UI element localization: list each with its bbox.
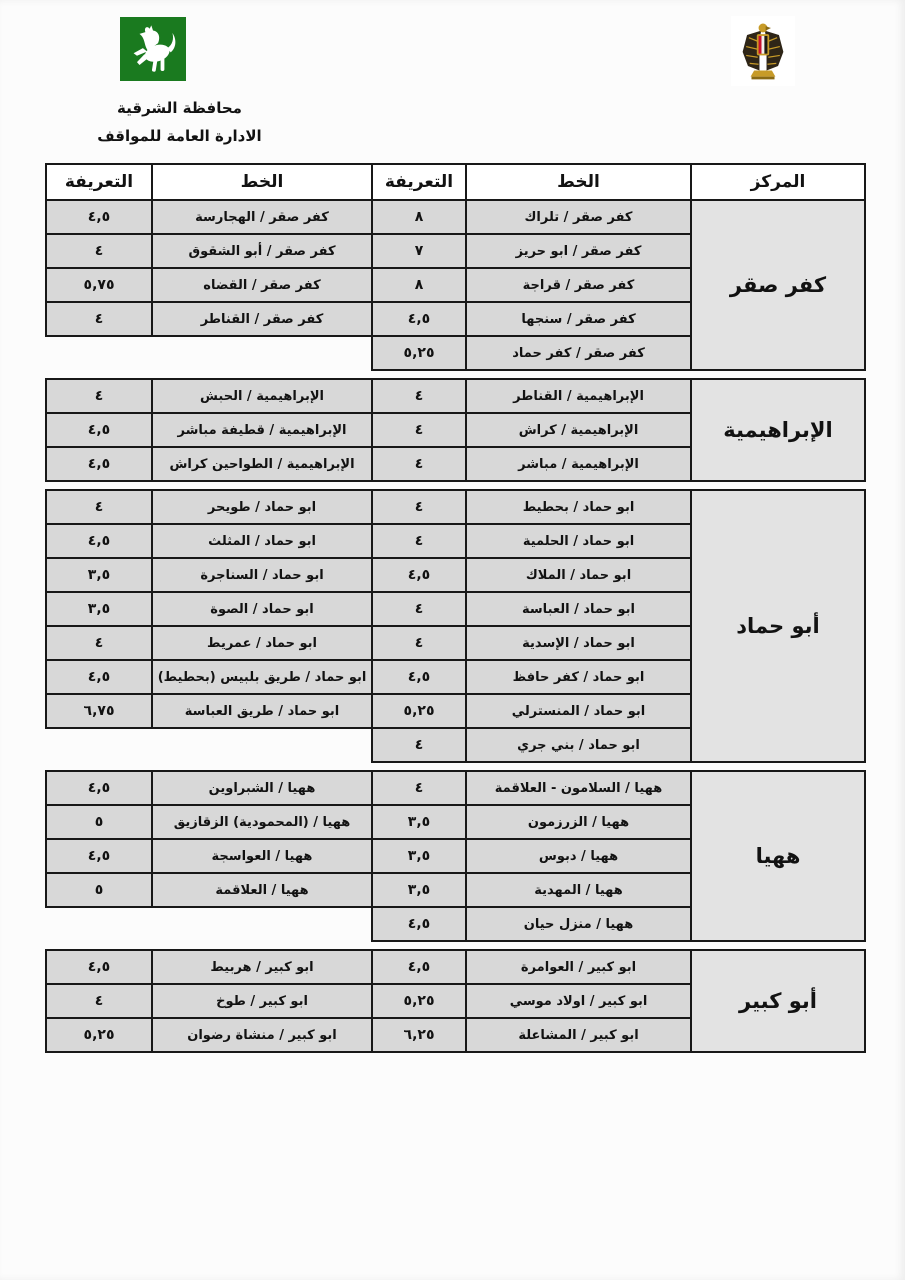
fare-cell-1: ٤,٥ (371, 557, 467, 593)
fare-cell-2: ٤,٥ (45, 949, 153, 985)
route-cell-2: ابو حماد / طويحر (151, 489, 373, 525)
route-cell-2: ابو حماد / طريق بلبيس (بحطيط) (151, 659, 373, 695)
center-section (43, 378, 866, 482)
fare-cell-2: ٥,٢٥ (45, 1017, 153, 1053)
eagle-icon (736, 20, 790, 82)
fare-cell-1: ٧ (371, 233, 467, 269)
route-cell-2: الإبراهيمية / الحبش (151, 378, 373, 414)
fare-row (45, 557, 692, 593)
fare-row (45, 983, 692, 1019)
route-cell-2: ابو كبير / هربيط (151, 949, 373, 985)
fare-cell-1: ٤,٥ (371, 949, 467, 985)
fare-cell-1: ٤ (371, 523, 467, 559)
fare-cell-2: ٤ (45, 625, 153, 661)
route-cell-1: ابو حماد / كفر حافظ (465, 659, 692, 695)
route-cell-1: ابو حماد / بحطيط (465, 489, 692, 525)
fare-row (45, 804, 692, 840)
center-cell: الإبراهيمية (690, 378, 866, 482)
route-cell-2: ههيا / العلاقمة (151, 872, 373, 908)
fare-cell-2: ٤ (45, 983, 153, 1019)
route-cell-2: الإبراهيمية / قطيفة مباشر (151, 412, 373, 448)
fare-cell-1: ٤ (371, 591, 467, 627)
egypt-emblem (731, 16, 795, 86)
section-rows (45, 770, 692, 942)
fare-cell-1: ٤,٥ (371, 906, 467, 942)
route-cell-2: كفر صقر / أبو الشقوق (151, 233, 373, 269)
center-section (43, 489, 866, 763)
route-cell-1: ابو حماد / العباسة (465, 591, 692, 627)
route-cell-2: ابو حماد / السناجرة (151, 557, 373, 593)
route-cell-2: كفر صقر / الهجارسة (151, 199, 373, 235)
section-rows (45, 949, 692, 1053)
fare-cell-1: ٨ (371, 199, 467, 235)
fare-cell-1: ٥,٢٥ (371, 335, 467, 371)
fare-table-body (43, 199, 866, 1053)
route-cell-1: ههيا / المهدية (465, 872, 692, 908)
fare-cell-2: ٥,٧٥ (45, 267, 153, 303)
route-cell-1: ههيا / دبوس (465, 838, 692, 874)
fare-row (45, 378, 692, 414)
fare-cell-1: ٥,٢٥ (371, 983, 467, 1019)
fare-cell-1: ٨ (371, 267, 467, 303)
fare-cell-1: ٣,٥ (371, 872, 467, 908)
route-cell-1: كفر صقر / تلراك (465, 199, 692, 235)
header-center: المركز (690, 163, 866, 201)
fare-cell-2: ٤,٥ (45, 412, 153, 448)
fare-row (45, 872, 692, 908)
fare-row (45, 591, 692, 627)
route-cell-1: ابو كبير / المشاعلة (465, 1017, 692, 1053)
fare-row (45, 770, 692, 806)
route-cell-2: ابو كبير / منشاة رضوان (151, 1017, 373, 1053)
center-cell: ههيا (690, 770, 866, 942)
center-section (43, 770, 866, 942)
fare-cell-1: ٣,٥ (371, 804, 467, 840)
route-cell-1: ابو حماد / المنسترلي (465, 693, 692, 729)
route-cell-2: كفر صقر / القضاه (151, 267, 373, 303)
fare-cell-2 (45, 335, 153, 371)
fare-cell-1: ٤ (371, 770, 467, 806)
fare-table (43, 163, 866, 1053)
route-cell-1: كفر صقر / كفر حماد (465, 335, 692, 371)
fare-row (45, 727, 692, 763)
fare-cell-1: ٤,٥ (371, 659, 467, 695)
fare-cell-1: ٣,٥ (371, 838, 467, 874)
center-section (43, 949, 866, 1053)
fare-cell-2: ٤ (45, 378, 153, 414)
route-cell-1: ابو كبير / العوامرة (465, 949, 692, 985)
route-cell-1: كفر صقر / قراجة (465, 267, 692, 303)
document-header-text (72, 94, 287, 150)
white-horse-icon (125, 22, 181, 76)
fare-cell-2: ٤,٥ (45, 199, 153, 235)
section-rows (45, 199, 692, 371)
fare-row (45, 412, 692, 448)
route-cell-2: كفر صقر / القناطر (151, 301, 373, 337)
route-cell-2 (151, 335, 373, 371)
header-fare-2: التعريفة (45, 163, 153, 201)
route-cell-1: ابو حماد / الإسدية (465, 625, 692, 661)
fare-row (45, 267, 692, 303)
route-cell-1: ابو كبير / اولاد موسي (465, 983, 692, 1019)
fare-cell-2: ٥ (45, 872, 153, 908)
route-cell-1: كفر صقر / ابو حريز (465, 233, 692, 269)
route-cell-1: كفر صقر / سنجها (465, 301, 692, 337)
center-cell: أبو كبير (690, 949, 866, 1053)
sharqia-logo (120, 17, 186, 81)
header-fare-1: التعريفة (371, 163, 467, 201)
route-cell-1: ابو حماد / الحلمية (465, 523, 692, 559)
fare-row (45, 523, 692, 559)
route-cell-2: ابو حماد / الصوة (151, 591, 373, 627)
fare-cell-2 (45, 727, 153, 763)
fare-cell-2: ٤,٥ (45, 446, 153, 482)
center-cell: كفر صقر (690, 199, 866, 371)
center-section (43, 199, 866, 371)
route-cell-2 (151, 727, 373, 763)
fare-row (45, 199, 692, 235)
route-cell-2: الإبراهيمية / الطواحين كراش (151, 446, 373, 482)
fare-row (45, 693, 692, 729)
route-cell-2: ههيا / (المحمودية) الزقازيق (151, 804, 373, 840)
fare-cell-2: ٤ (45, 233, 153, 269)
fare-cell-1: ٤,٥ (371, 301, 467, 337)
fare-cell-1: ٦,٢٥ (371, 1017, 467, 1053)
fare-row (45, 446, 692, 482)
fare-row (45, 838, 692, 874)
route-cell-2: ابو كبير / طوخ (151, 983, 373, 1019)
fare-cell-2: ٤,٥ (45, 523, 153, 559)
fare-cell-2 (45, 906, 153, 942)
fare-row (45, 301, 692, 337)
fare-cell-2: ٦,٧٥ (45, 693, 153, 729)
route-cell-1: ههيا / السلامون - العلاقمة (465, 770, 692, 806)
section-rows (45, 489, 692, 763)
fare-cell-2: ٤ (45, 301, 153, 337)
route-cell-2: ابو حماد / طريق العباسة (151, 693, 373, 729)
fare-cell-2: ٣,٥ (45, 557, 153, 593)
table-header-row (43, 163, 866, 201)
route-cell-1: ههيا / منزل حيان (465, 906, 692, 942)
fare-row (45, 1017, 692, 1053)
fare-row (45, 625, 692, 661)
route-cell-1: ابو حماد / الملاك (465, 557, 692, 593)
route-cell-1: الإبراهيمية / القناطر (465, 378, 692, 414)
route-cell-2: ههيا / العواسجة (151, 838, 373, 874)
route-cell-2: ههيا / الشبراوين (151, 770, 373, 806)
fare-cell-1: ٤ (371, 727, 467, 763)
route-cell-1: الإبراهيمية / مباشر (465, 446, 692, 482)
fare-cell-1: ٤ (371, 446, 467, 482)
fare-cell-2: ٥ (45, 804, 153, 840)
fare-row (45, 489, 692, 525)
fare-row (45, 335, 692, 371)
fare-row (45, 949, 692, 985)
fare-cell-1: ٤ (371, 412, 467, 448)
center-cell: أبو حماد (690, 489, 866, 763)
fare-cell-2: ٤,٥ (45, 770, 153, 806)
route-cell-1: ابو حماد / بني جري (465, 727, 692, 763)
route-cell-2: ابو حماد / المثلث (151, 523, 373, 559)
fare-cell-2: ٤,٥ (45, 838, 153, 874)
department-title: الادارة العامة للمواقف (97, 127, 262, 145)
route-cell-1: الإبراهيمية / كراش (465, 412, 692, 448)
header-line-2: الخط (151, 163, 373, 201)
fare-cell-2: ٤,٥ (45, 659, 153, 695)
fare-cell-2: ٣,٥ (45, 591, 153, 627)
fare-cell-1: ٤ (371, 489, 467, 525)
fare-row (45, 659, 692, 695)
fare-row (45, 233, 692, 269)
header-line-1: الخط (465, 163, 692, 201)
fare-cell-1: ٤ (371, 378, 467, 414)
fare-cell-1: ٤ (371, 625, 467, 661)
route-cell-2 (151, 906, 373, 942)
fare-row (45, 906, 692, 942)
governorate-title: محافظة الشرقية (117, 99, 242, 117)
section-rows (45, 378, 692, 482)
fare-cell-1: ٥,٢٥ (371, 693, 467, 729)
route-cell-1: ههيا / الزرزمون (465, 804, 692, 840)
fare-cell-2: ٤ (45, 489, 153, 525)
route-cell-2: ابو حماد / عمريط (151, 625, 373, 661)
